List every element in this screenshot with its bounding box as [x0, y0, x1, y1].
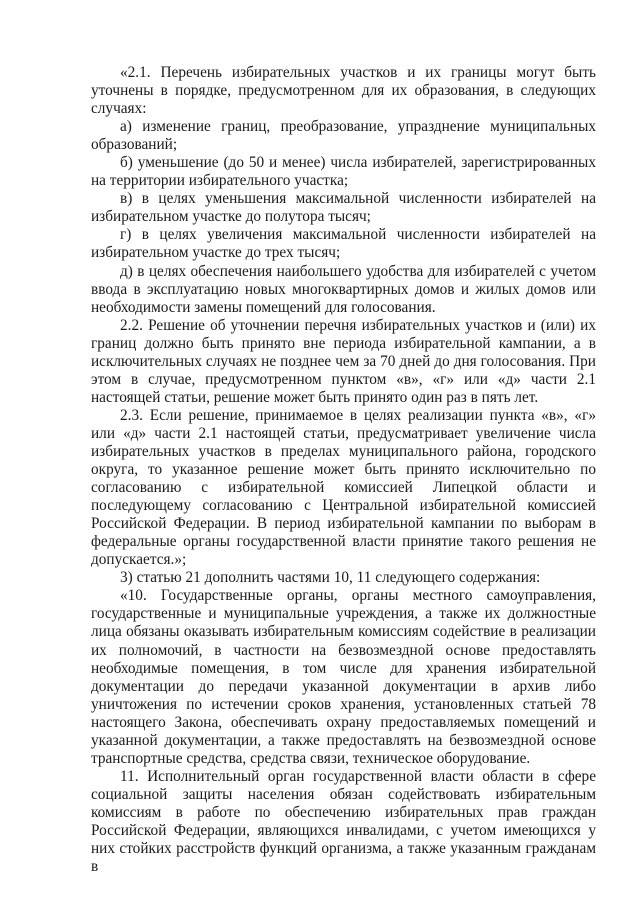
- paragraph-part-10: «10. Государственные органы, органы местного самоуправления, государственные и муниципальные учреждения, а также их должностные лица обязаны оказывать избирательным комиссиям содействие в реализации их полномочий, в частности на безвозмездной основе предоставлять необходимые помещения, в том числе для хранения избирательной документации до передачи указанной документации в архив либо уничтожения по истечении сроков хранения, установленных статьей 78 настоящего Закона, обеспечивать охрану предоставляемых помещений и указанной документации, а также предоставлять на безвозмездной основе транспортные средства, средства связи, техническое оборудование.: [91, 587, 596, 767]
- paragraph-item-g: г) в целях увеличения максимальной численности избирателей на избирательном участке до трех тысяч;: [91, 226, 596, 262]
- paragraph-2-3: 2.3. Если решение, принимаемое в целях реализации пункта «в», «г» или «д» части 2.1 настоящей статьи, предусматривает увеличение числа избирательных участков в пределах муниципального района, городского округа, то указанное решение может быть принято исключительно по согласованию с избирательной комиссией Липецкой области и последующему согласованию с Центральной избирательной комиссией Российской Федерации. В период избирательной кампании по выборам в федеральные органы государственной власти принятие такого решения не допускается.»;: [91, 406, 596, 569]
- paragraph-item-d: д) в целях обеспечения наибольшего удобства для избирателей с учетом ввода в эксплуатацию новых многоквартирных домов и жилых домов или необходимости замены помещений для голосования.: [91, 262, 596, 316]
- paragraph-2-2: 2.2. Решение об уточнении перечня избирательных участков и (или) их границ должно быть принято вне периода избирательной кампании, а в исключительных случаях не позднее чем за 70 дней до дня голосования. При этом в случае, предусмотренном пунктом «в», «г» или «д» части 2.1 настоящей статьи, решение может быть принято один раз в пять лет.: [91, 316, 596, 406]
- document-body: [91, 64, 596, 876]
- paragraph-item-v: в) в целях уменьшения максимальной численности избирателей на избирательном участке до полутора тысяч;: [91, 190, 596, 226]
- paragraph-amendment-3: 3) статью 21 дополнить частями 10, 11 следующего содержания:: [120, 569, 541, 587]
- paragraph-item-a: а) изменение границ, преобразование, упразднение муниципальных образований;: [91, 118, 596, 154]
- paragraph-2-1-intro: «2.1. Перечень избирательных участков и их границы могут быть уточнены в порядке, предусмотренном для их образования, в следующих случаях:: [91, 64, 596, 118]
- paragraph-part-11: 11. Исполнительный орган государственной власти области в сфере социальной защиты населения обязан содействовать избирательным комиссиям в работе по обеспечению избирательных прав граждан Российской Федерации, являющихся инвалидами, с учетом имеющихся у них стойких расстройств функций организма, а также указанным гражданам в: [91, 767, 596, 876]
- paragraph-item-b: б) уменьшение (до 50 и менее) числа избирателей, зарегистрированных на территории избирательного участка;: [91, 154, 596, 190]
